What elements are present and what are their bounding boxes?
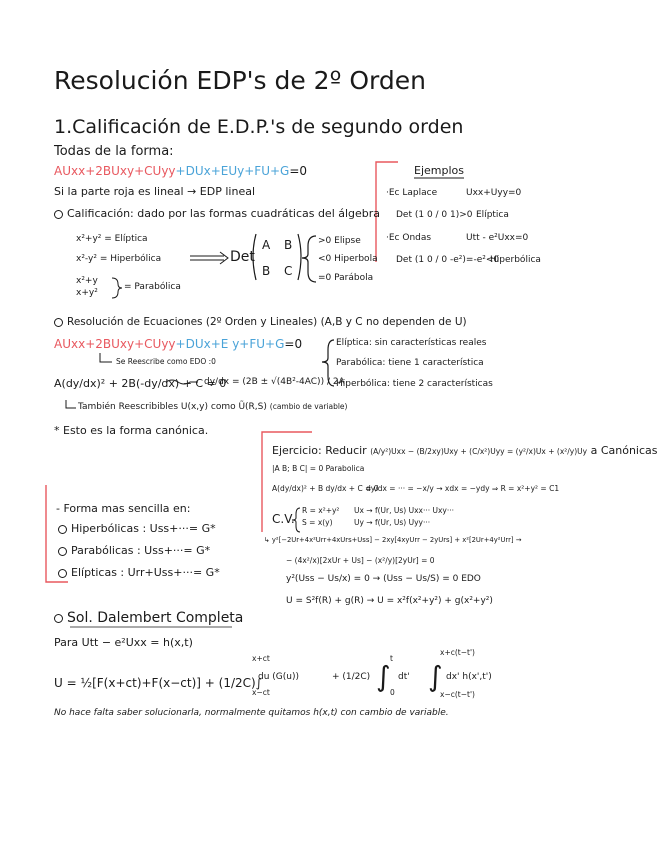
quad-parab-label: = Parabólica: [124, 282, 181, 292]
exercise-result2: U = S²f(R) + g(R) → U = x²f(x²+y²) + g(x²+y²): [286, 596, 493, 606]
example2-det: Det (1 0 / 0 -e²)=-e²<0: [396, 255, 500, 265]
matrix-b1: B: [284, 238, 293, 252]
also-note-line: [78, 402, 347, 412]
exercise-char-sol: dy/dx = ··· = −x/y → xdx = −ydy ⇒ R = x²+y² = C1: [366, 484, 560, 493]
calificacion-label: Calificación: dado por las formas cuadráticas del álgebra: [67, 207, 381, 220]
exercise-result1: y²(Uss − Us/x) = 0 → (Uss − Us/S) = 0 EDO: [286, 574, 481, 584]
case-hiperbola: <0 Hiperbola: [318, 254, 378, 264]
exercise-equation: (A/y²)Uxx − (B/2xy)Uxy + (C/x²)Uyy = (y²/x)Ux + (x²/y)Uy: [370, 447, 588, 456]
exercise-det: |A B; B C| = 0 Parabolica: [272, 464, 365, 473]
int3-top: x+c(t−t'): [440, 648, 475, 657]
dalembert-heading: Sol. Dalembert Completa: [67, 610, 244, 626]
exercise-cv1: R = x²+y²: [302, 506, 340, 515]
example1-equation: Uxx+Uyy=0: [466, 188, 522, 198]
integral-3-icon: ∫: [428, 660, 443, 693]
int3-body: dx' h(x',t'): [446, 672, 492, 682]
section1-heading: 1.Calificación de E.D.P.'s de segundo orden: [54, 116, 464, 138]
dalembert-sol-left: U = ½[F(x+ct)+F(x−ct)] + (1/2C)∫: [54, 676, 262, 690]
exercise-cv2: S = x(y): [302, 518, 333, 527]
exercise-goal: a Canónicas: [590, 444, 658, 457]
section2-equation: [54, 337, 302, 351]
int2-bot: 0: [390, 688, 395, 697]
canonical-note: * Esto es la forma canónica.: [54, 424, 209, 437]
int2-top: t: [390, 654, 393, 663]
exercise-char-eq: A(dy/dx)² + B dy/dx + C = 0: [272, 484, 379, 493]
example1-label: ·Ec Laplace: [386, 188, 438, 198]
form-parab: Parabólicas : Uss+···= G*: [71, 544, 211, 557]
general-equation: [54, 164, 307, 178]
page-title: Resolución EDP's de 2º Orden: [54, 66, 426, 95]
equation-blue-part-2: y+FU+G: [232, 337, 285, 351]
quad-hyper: x²-y² = Hiperbólica: [76, 254, 162, 264]
dalembert-para: Para Utt − e²Uxx = h(x,t): [54, 636, 193, 649]
example1-det: Det (1 0 / 0 1)>0: [396, 210, 473, 220]
exercise-u1: Ux → f(Ur, Us) Uxx··· Uxy···: [354, 506, 455, 515]
calificacion-line: [54, 207, 380, 220]
quad-parab-2: x+y²: [76, 288, 98, 298]
section2-heading: Resolución de Ecuaciones (2º Orden y Lineales) (A,B y C no dependen de U): [67, 316, 467, 328]
equation-red-part: AUxx+2BUxy+CUyy: [54, 337, 176, 351]
edo-equation: A(dy/dx)² + 2B(-dy/dx) + C = 0: [54, 377, 227, 390]
form-hyper: Hiperbólicas : Uss+···= G*: [71, 522, 216, 535]
equation-end: =0: [284, 337, 303, 351]
exercise-long1: ↳ y²[−2Ur+4x²Urr+4xUrs+Uss] − 2xy[4xyUrr − 2yUrs] + x²[2Ur+4y²Urr] →: [264, 536, 522, 544]
exercise-title: Ejercicio: Reducir: [272, 444, 367, 457]
dy-solution: dy/dx = (2B ± √(4B²-4AC)) / 2A: [204, 377, 345, 387]
form-ellip-line: [58, 566, 220, 579]
int3-bot: x−c(t−t'): [440, 690, 475, 699]
case-parabolica: Parabólica: tiene 1 característica: [336, 358, 484, 368]
bullet-icon: [58, 525, 67, 534]
case-parabola: =0 Parábola: [318, 273, 374, 283]
bullet-icon: [54, 318, 63, 327]
example2-type: Hiperbólica: [490, 255, 541, 265]
rewrite-note: Se Reescribe como EDO :0: [116, 357, 216, 366]
quad-parab-1: x²+y: [76, 276, 98, 286]
case-hiperbolica: Hiperbólica: tiene 2 características: [336, 379, 493, 389]
equation-blue-part: +DUx+E: [175, 337, 229, 351]
form-ellip: Elípticas : Urr+Uss+···= G*: [71, 566, 220, 579]
form-parab-line: [58, 544, 210, 557]
case-eliptica: Elíptica: sin características reales: [336, 338, 487, 348]
dalembert-plus: + (1/2C): [332, 672, 371, 682]
form-label: Todas de la forma:: [54, 144, 174, 159]
bullet-icon: [58, 569, 67, 578]
quad-ellipse: x²+y² = Elíptica: [76, 234, 148, 244]
exercise-cv-label: C.V.: [272, 512, 295, 526]
example1-type: Elíptica: [476, 210, 509, 220]
equation-red-part: AUxx+2BUxy+CUyy: [54, 164, 176, 178]
int2-body: dt': [398, 672, 410, 682]
linear-note: Si la parte roja es lineal → EDP lineal: [54, 185, 256, 198]
int1-bot: x−ct: [252, 688, 270, 697]
dalembert-heading-line: [54, 610, 243, 626]
forms-title: - Forma mas sencilla en:: [56, 502, 191, 515]
matrix-a: A: [262, 238, 271, 252]
examples-title: Ejemplos: [414, 164, 464, 177]
example2-equation: Utt - e²Uxx=0: [466, 233, 529, 243]
exercise-long2: − (4x²/x)[2xUr + Us] − (x²/y)[2yUr] = 0: [286, 556, 435, 565]
integral-2-icon: ∫: [376, 660, 391, 693]
exercise-u2: Uy → f(Ur, Us) Uyy···: [354, 518, 431, 527]
equation-end: =0: [289, 164, 308, 178]
dalembert-note: No hace falta saber solucionarla, normalmente quitamos h(x,t) con cambio de variable.: [54, 708, 449, 718]
det-label: Det: [230, 249, 255, 265]
exercise-line: [272, 444, 658, 457]
bullet-icon: [54, 210, 63, 219]
case-elipse: >0 Elipse: [318, 236, 361, 246]
form-hyper-line: [58, 522, 216, 535]
example2-label: ·Ec Ondas: [386, 233, 432, 243]
bullet-icon: [54, 614, 63, 623]
also-note-small: (cambio de variable): [269, 402, 348, 411]
matrix-b2: B: [262, 264, 271, 278]
equation-blue-part: +DUx+EUy+FU+G: [175, 164, 290, 178]
matrix-c: C: [284, 264, 293, 278]
section2-heading-line: [54, 316, 467, 328]
bullet-icon: [58, 547, 67, 556]
int1-top: x+ct: [252, 654, 270, 663]
int1-body: du (G(u)): [258, 672, 300, 682]
also-note: También Reescribibles U(x,y) como Ũ(R,S): [78, 402, 267, 412]
